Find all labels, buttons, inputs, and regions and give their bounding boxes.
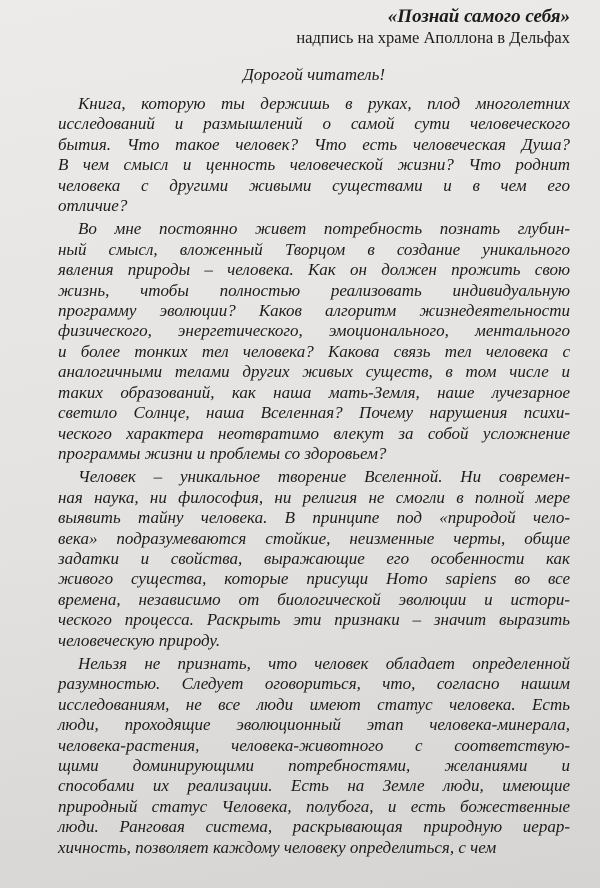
text-line: ный смысл, вложенный Творцом в создание уникального <box>58 239 570 259</box>
epigraph-source: надпись на храме Аполлона в Дельфах <box>296 28 570 47</box>
epigraph <box>58 6 570 48</box>
epigraph-quote: «Познай самого себя» <box>387 6 570 27</box>
text-line: физического, энергетического, эмоционального, ментального <box>58 321 570 341</box>
text-line: жизнь, чтобы полностью реализовать индивидуальную <box>58 280 570 300</box>
text-line: Человек – уникальное творение Вселенной. Ни современ- <box>78 467 570 487</box>
text-line: задатки и свойства, выражающие его особенности как <box>58 548 570 568</box>
text-line: человека-растения, человека-животного с соответствую- <box>58 735 570 755</box>
text-line: светило Солнце, наша Вселенная? Почему нарушения психи- <box>58 403 570 423</box>
text-line: таких образований, как наша мать-Земля, наше лучезарное <box>58 382 570 402</box>
text-line: выявить тайну человека. В принципе под «природой чело- <box>58 508 570 528</box>
text-line: отличие? <box>58 196 128 216</box>
paragraph <box>58 467 570 651</box>
text-line: Во мне постоянно живет потребность познать глубин- <box>78 219 570 239</box>
text-line: программы жизни и проблемы со здоровьем? <box>58 443 387 463</box>
text-line: бытия. Что такое человек? Что есть человеческая Душа? <box>58 134 570 154</box>
text-line: природный статус Человека, полубога, и есть божественные <box>58 796 570 816</box>
text-line: явления природы – человека. Как он должен прожить свою <box>58 260 570 280</box>
text-line: ческого процесса. Раскрыть эти признаки – значит выразить <box>58 610 570 630</box>
text-line: ная наука, ни философия, ни религия не смогли в полной мере <box>58 487 570 507</box>
text-line: люди, проходящие эволюционный этап человека-минерала, <box>58 715 570 735</box>
paragraph <box>58 654 570 858</box>
text-line: исследований и размышлений о самой сути человеческого <box>58 114 570 134</box>
text-line: ческого характера неотвратимо влекут за собой усложнение <box>58 423 570 443</box>
salutation: Дорогой читатель! <box>242 65 385 84</box>
text-line: аналогичными телами других живых существ, в том числе и <box>58 362 570 382</box>
text-line: хичность, позволяет каждому человеку определиться, с чем <box>58 837 497 857</box>
text-line: времена, независимо от биологической эволюции и истори- <box>58 589 570 609</box>
text-line: программу эволюции? Каков алгоритм жизнедеятельности <box>58 301 570 321</box>
text-line: человека с другими живыми существами и в чем его <box>58 175 570 195</box>
text-line: люди. Ранговая система, раскрывающая природную иерар- <box>58 817 570 837</box>
text-line: В чем смысл и ценность человеческой жизни? Что роднит <box>58 155 570 175</box>
text-line: века» подразумеваются стойкие, неизменные черты, общие <box>58 528 570 548</box>
paragraph <box>58 219 570 464</box>
text-line: Книга, которую ты держишь в руках, плод многолетних <box>78 94 570 113</box>
text-line: исследованиям, не все люди имеют статус человека. Есть <box>58 694 570 714</box>
text-line: Нельзя не признать, что человек обладает определенной <box>78 653 570 673</box>
paragraph <box>58 94 570 216</box>
text-line: способами их реализации. Есть на Земле люди, имеющие <box>58 776 570 796</box>
text-line: щими доминирующими потребностями, желаниями и <box>58 756 570 775</box>
text-line: человеческую природу. <box>58 630 221 650</box>
body-text <box>58 94 570 858</box>
text-line: живого существа, которые присущи Homo sapiens во все <box>58 569 570 589</box>
text-line: разумностью. Следует оговориться, что, согласно нашим <box>58 674 570 694</box>
text-line: и более тонких тел человека? Какова связь тел человека с <box>58 341 570 361</box>
